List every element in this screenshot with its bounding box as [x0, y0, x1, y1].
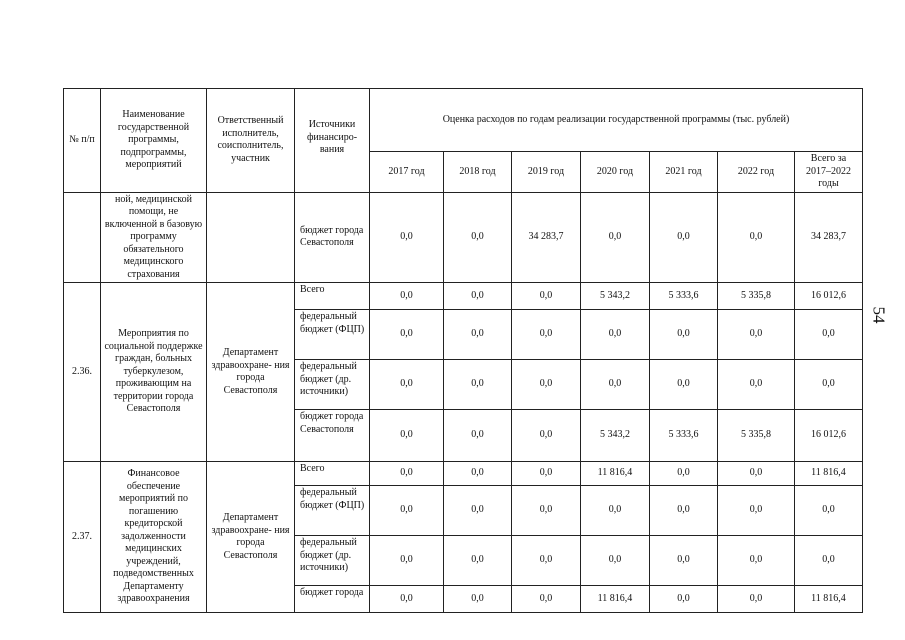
value-2022: 0,0	[718, 486, 795, 536]
item-responsible: Департамент здравоохране- ния города Севастополя	[207, 283, 295, 462]
value-2021: 0,0	[650, 310, 718, 360]
value-total: 34 283,7	[795, 192, 863, 283]
value-2022: 0,0	[718, 462, 795, 486]
value-total: 0,0	[795, 486, 863, 536]
value-2019: 0,0	[512, 462, 581, 486]
table-row	[64, 192, 863, 283]
value-2022: 0,0	[718, 310, 795, 360]
funding-source: федеральный бюджет (ФЦП)	[295, 310, 370, 360]
value-2017: 0,0	[370, 360, 444, 410]
funding-source: бюджет города	[295, 586, 370, 613]
value-2017: 0,0	[370, 410, 444, 462]
value-2020: 5 343,2	[581, 283, 650, 310]
value-total: 0,0	[795, 536, 863, 586]
value-2017: 0,0	[370, 586, 444, 613]
item-name: ной, медицинской помощи, не включенной в базовую программу обязательного медицинского страхования	[101, 192, 207, 283]
value-2020: 11 816,4	[581, 462, 650, 486]
value-2017: 0,0	[370, 462, 444, 486]
value-2019: 0,0	[512, 486, 581, 536]
value-2019: 0,0	[512, 536, 581, 586]
header-year-2020: 2020 год	[581, 152, 650, 193]
value-2018: 0,0	[444, 586, 512, 613]
item-number: 2.36.	[64, 283, 101, 462]
value-2022: 0,0	[718, 536, 795, 586]
value-2018: 0,0	[444, 192, 512, 283]
value-2020: 11 816,4	[581, 586, 650, 613]
value-2017: 0,0	[370, 486, 444, 536]
budget-table	[63, 88, 863, 613]
item-name: Финансовое обеспечение мероприятий по погашению кредиторской задолженности медицинских учреждений, подведомственных Департаменту здравоохранения	[101, 462, 207, 613]
header-source: Источники финансиро- вания	[295, 89, 370, 193]
row-num-empty	[64, 192, 101, 283]
value-2021: 5 333,6	[650, 410, 718, 462]
value-2021: 5 333,6	[650, 283, 718, 310]
budget-table-container	[63, 88, 863, 613]
header-num: № п/п	[64, 89, 101, 193]
funding-source: Всего	[295, 283, 370, 310]
header-year-total: Всего за 2017–2022 годы	[795, 152, 863, 193]
value-2020: 0,0	[581, 192, 650, 283]
value-total: 11 816,4	[795, 586, 863, 613]
value-2018: 0,0	[444, 462, 512, 486]
value-2017: 0,0	[370, 192, 444, 283]
value-2019: 0,0	[512, 310, 581, 360]
value-2021: 0,0	[650, 192, 718, 283]
value-2022: 0,0	[718, 192, 795, 283]
item-name: Мероприятия по социальной поддержке граждан, больных туберкулезом, проживающим на территории города Севастополя	[101, 283, 207, 462]
value-2019: 34 283,7	[512, 192, 581, 283]
value-2017: 0,0	[370, 536, 444, 586]
value-2020: 0,0	[581, 536, 650, 586]
funding-source: Всего	[295, 462, 370, 486]
value-2022: 5 335,8	[718, 410, 795, 462]
value-2021: 0,0	[650, 360, 718, 410]
value-2018: 0,0	[444, 310, 512, 360]
value-total: 0,0	[795, 310, 863, 360]
value-2018: 0,0	[444, 283, 512, 310]
value-2018: 0,0	[444, 360, 512, 410]
value-2022: 0,0	[718, 360, 795, 410]
table-row	[64, 462, 863, 486]
funding-source: бюджет города Севастополя	[295, 410, 370, 462]
header-year-2022: 2022 год	[718, 152, 795, 193]
header-responsible: Ответственный исполнитель, соисполнитель, участник	[207, 89, 295, 193]
value-2019: 0,0	[512, 586, 581, 613]
value-2019: 0,0	[512, 283, 581, 310]
value-2020: 0,0	[581, 360, 650, 410]
header-estimate-group: Оценка расходов по годам реализации государственной программы (тыс. рублей)	[370, 89, 863, 152]
value-2020: 5 343,2	[581, 410, 650, 462]
value-2021: 0,0	[650, 486, 718, 536]
header-name: Наименование государственной программы, подпрограммы, мероприятий	[101, 89, 207, 193]
value-total: 11 816,4	[795, 462, 863, 486]
item-responsible: Департамент здравоохране- ния города Севастополя	[207, 462, 295, 613]
value-2018: 0,0	[444, 410, 512, 462]
value-2020: 0,0	[581, 310, 650, 360]
table-row	[64, 283, 863, 310]
value-2021: 0,0	[650, 586, 718, 613]
value-total: 16 012,6	[795, 410, 863, 462]
row-responsible-empty	[207, 192, 295, 283]
header-row-1	[64, 89, 863, 152]
page-number: 54	[869, 306, 889, 324]
funding-source: федеральный бюджет (др. источники)	[295, 536, 370, 586]
funding-source: федеральный бюджет (др. источники)	[295, 360, 370, 410]
value-2017: 0,0	[370, 310, 444, 360]
value-2021: 0,0	[650, 536, 718, 586]
value-2022: 5 335,8	[718, 283, 795, 310]
header-year-2018: 2018 год	[444, 152, 512, 193]
value-2017: 0,0	[370, 283, 444, 310]
value-2021: 0,0	[650, 462, 718, 486]
value-2019: 0,0	[512, 360, 581, 410]
value-2020: 0,0	[581, 486, 650, 536]
header-year-2021: 2021 год	[650, 152, 718, 193]
funding-source: федеральный бюджет (ФЦП)	[295, 486, 370, 536]
funding-source: бюджет города Севастополя	[295, 192, 370, 283]
value-total: 16 012,6	[795, 283, 863, 310]
value-2019: 0,0	[512, 410, 581, 462]
value-2018: 0,0	[444, 536, 512, 586]
value-total: 0,0	[795, 360, 863, 410]
value-2018: 0,0	[444, 486, 512, 536]
item-number: 2.37.	[64, 462, 101, 613]
header-year-2017: 2017 год	[370, 152, 444, 193]
value-2022: 0,0	[718, 586, 795, 613]
header-year-2019: 2019 год	[512, 152, 581, 193]
